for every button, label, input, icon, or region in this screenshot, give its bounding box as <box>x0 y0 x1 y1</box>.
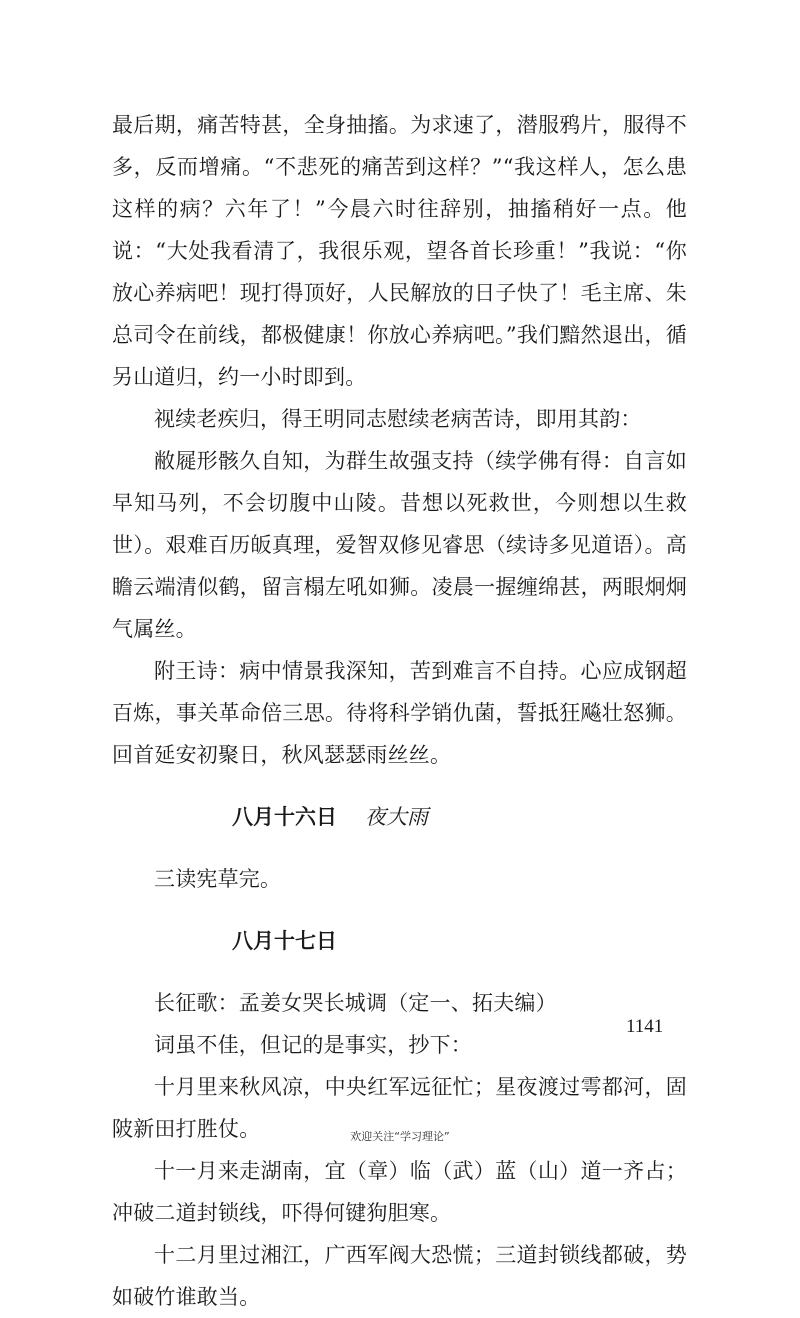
entry-heading <box>112 796 687 838</box>
paragraph: 长征歌：孟姜女哭长城调（定一、拓夫编） <box>154 991 557 1015</box>
poem-paragraph: 敝屣形骸久自知，为群生故强支持（续学佛有得：自言如早知马列，不会切腹中山陵。昔想以死救世，今则想以生救世）。艰难百历皈真理，爱智双修见睿思（续诗多见道语）。高瞻云端清似鹤，留言榻左吼如狮。凌晨一握缠绵甚，两眼炯炯气属丝。 <box>112 449 687 641</box>
paragraph: 三读宪草完。 <box>154 867 282 891</box>
paragraph: 词虽不佳，但记的是事实，抄下： <box>154 1033 472 1057</box>
song-verse: 十二月里过湘江，广西军阀大恐慌；三道封锁线都破，势如破竹谁敢当。 <box>112 1243 687 1309</box>
footer-note: 欢迎关注“学习理论” <box>350 1130 450 1143</box>
paragraph: 视续老疾归，得王明同志慰续老病苦诗，即用其韵： <box>154 407 642 431</box>
entry-date: 八月十六日 <box>232 804 337 829</box>
entry-weather: 夜大雨 <box>365 805 428 829</box>
poem-paragraph: 附王诗：病中情景我深知，苦到难言不自持。心应成钢超百炼，事关革命倍三思。待将科学销仇菌，誓抵狂飚壮怒狮。回首延安初聚日，秋风瑟瑟雨丝丝。 <box>112 659 687 767</box>
paragraph: 最后期，痛苦特甚，全身抽搐。为求速了，潜服鸦片，服得不多，反而增痛。“不悲死的痛苦到这样？”“我这样人，怎么患这样的病？六年了！”今晨六时往辞别，抽搐稍好一点。他说：“大处我看清了，我很乐观，望各首长珍重！”我说：“你放心养病吧！现打得顶好，人民解放的日子快了！毛主席、朱总司令在前线，都极健康！你放心养病吧。”我们黯然退出，循另山道归，约一小时即到。 <box>112 113 687 389</box>
song-verse: 十一月来走湖南，宜（章）临（武）蓝（山）道一齐占；冲破二道封锁线，吓得何键狗胆寒。 <box>112 1159 687 1225</box>
entry-date: 八月十七日 <box>232 928 337 953</box>
song-verse: 十月里来秋风凉，中央红军远征忙；星夜渡过雩都河，固陂新田打胜仗。 <box>112 1075 687 1141</box>
entry-heading <box>112 920 687 962</box>
page-number: 1141 <box>626 1016 664 1037</box>
